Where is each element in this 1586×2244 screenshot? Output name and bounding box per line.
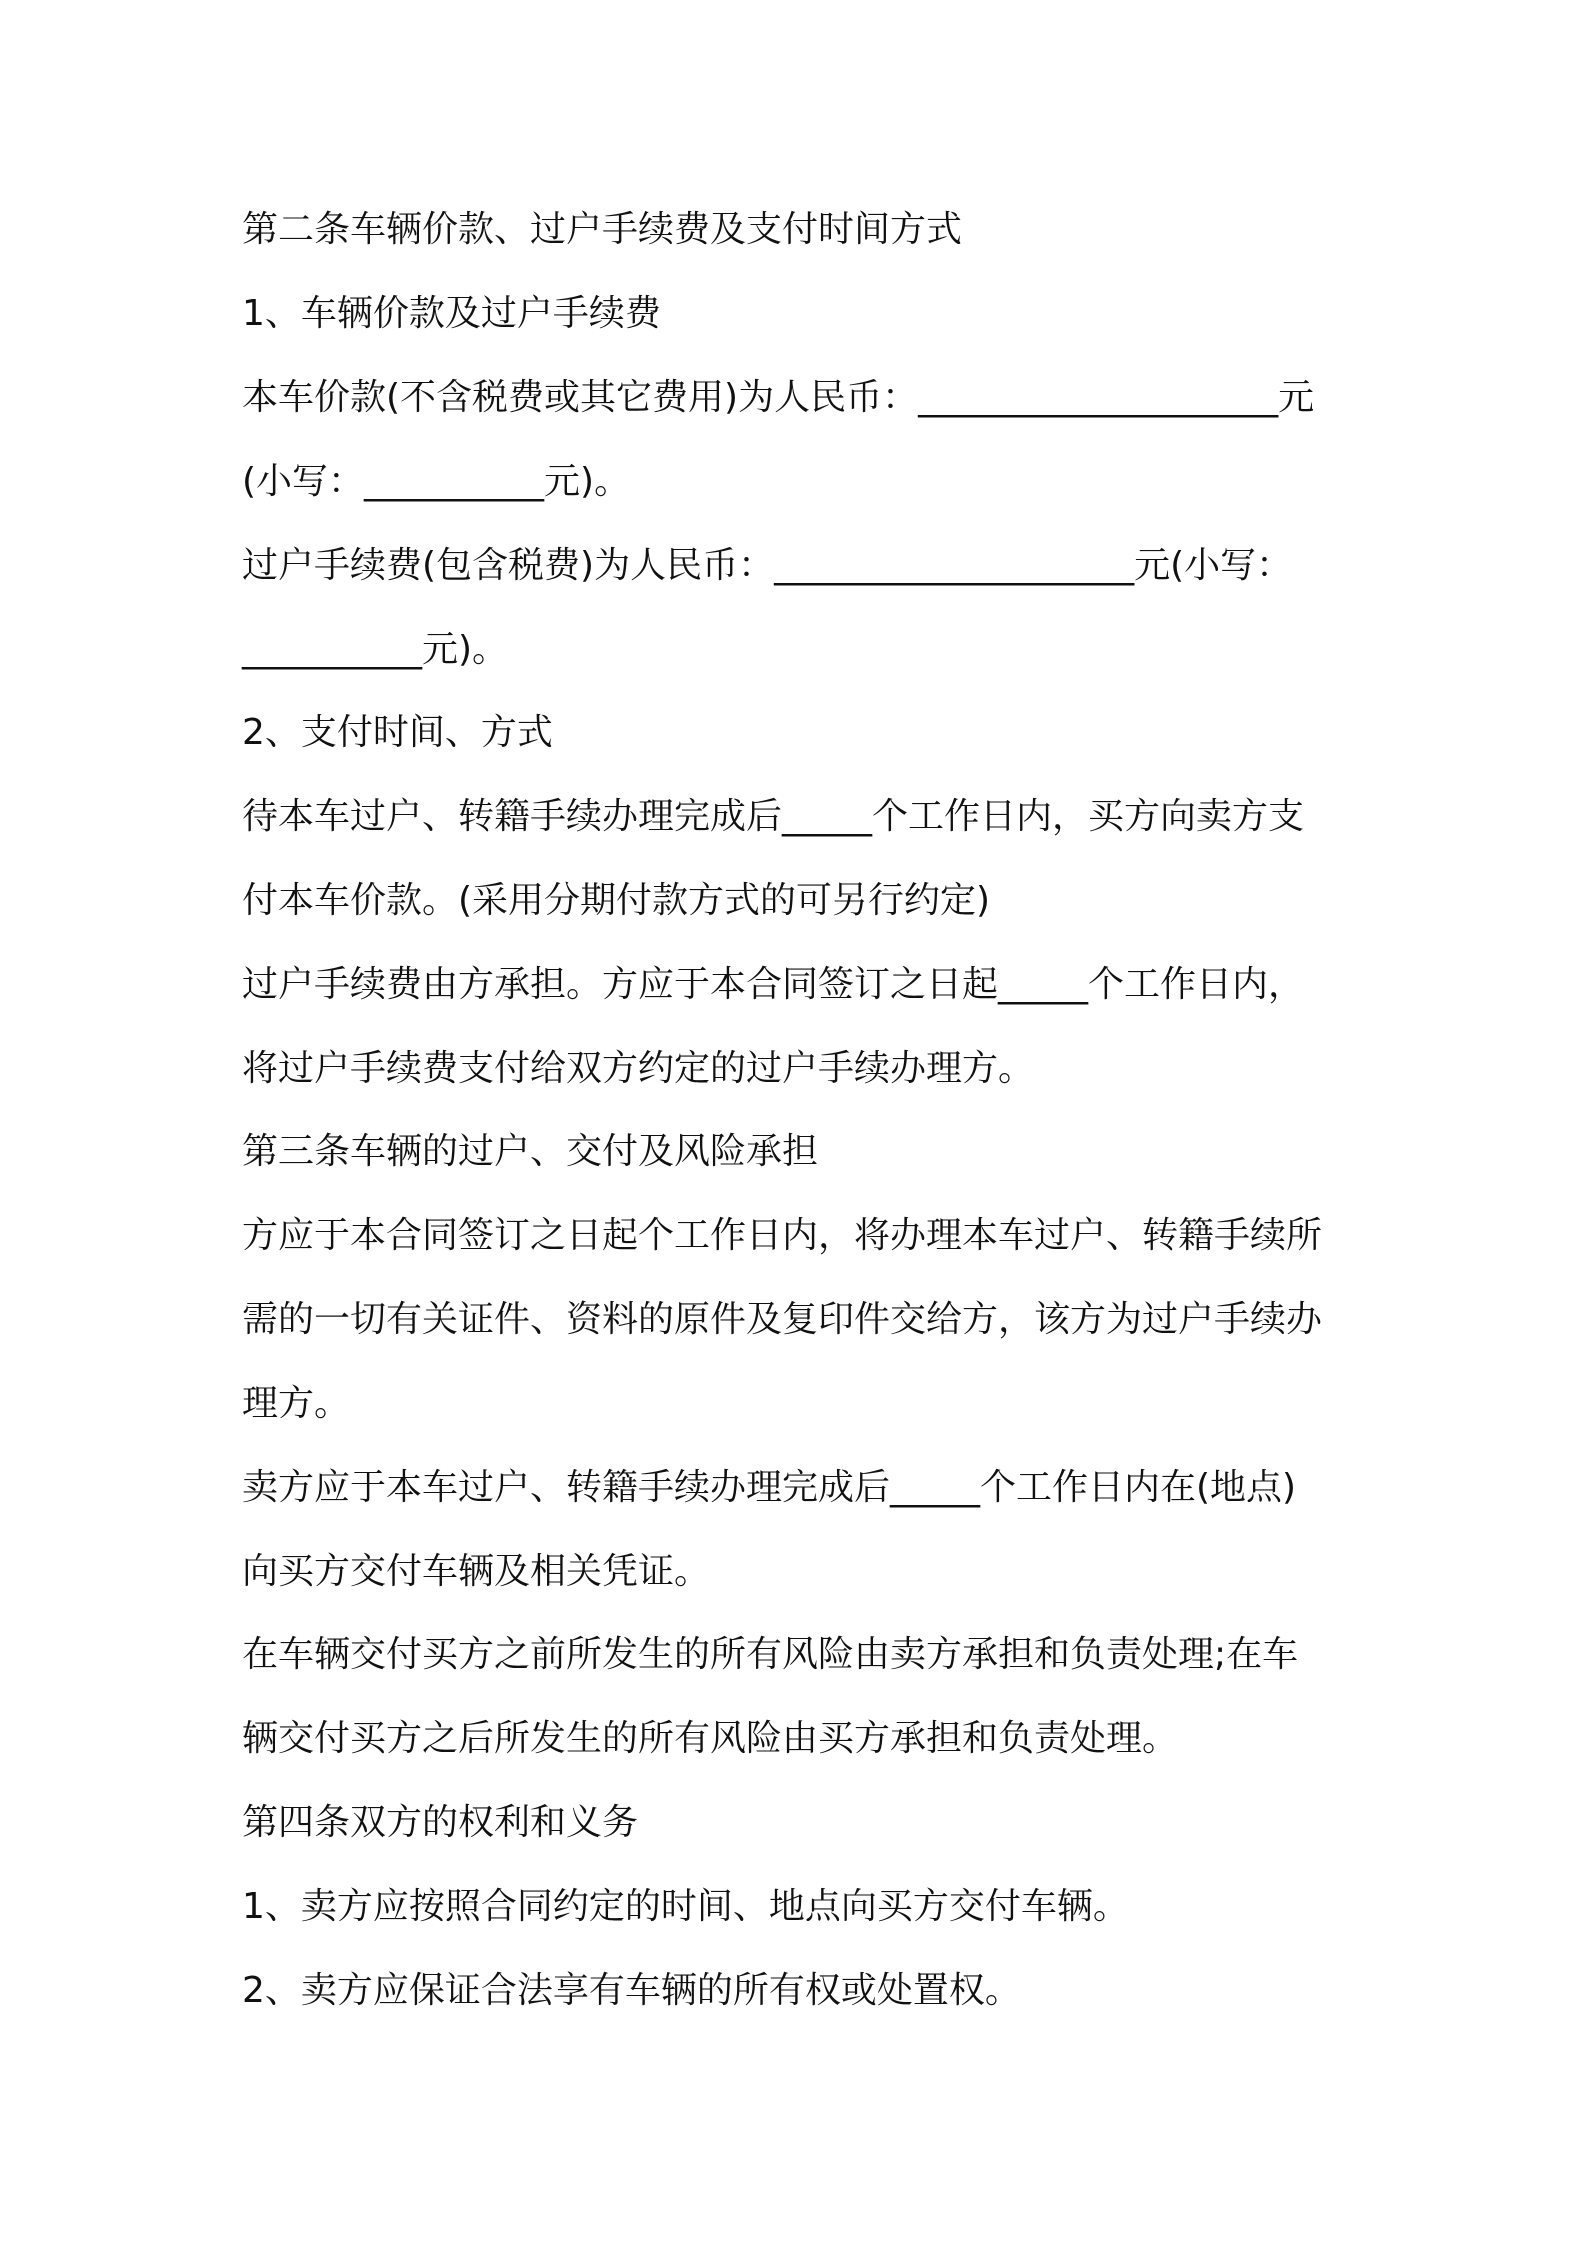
fee-clause-line-2: __________元)。 — [242, 629, 509, 670]
payment-clause-line-1: 待本车过户、转籍手续办理完成后_____个工作日内，买方向卖方支 — [242, 796, 1305, 837]
delivery-clause-line-2: 向买方交付车辆及相关凭证。 — [242, 1551, 711, 1592]
fee-clause-line-1: 过户手续费(包含税费)为人民币：____________________元(小写： — [242, 545, 1293, 586]
price-clause-line-2: (小写：__________元)。 — [242, 461, 631, 502]
payment-clause-line-2: 付本车价款。(采用分期付款方式的可另行约定) — [242, 880, 991, 921]
risk-clause-line-1: 在车辆交付买方之前所发生的所有风险由卖方承担和负责处理;在车 — [242, 1634, 1299, 1675]
obligation-item-2: 2、卖方应保证合法享有车辆的所有权或处置权。 — [242, 1970, 1021, 2011]
section-2-heading: 2、支付时间、方式 — [242, 712, 553, 753]
section-1-heading: 1、车辆价款及过户手续费 — [242, 293, 661, 334]
article-2-heading: 第二条车辆价款、过户手续费及支付时间方式 — [242, 209, 963, 250]
transfer-clause-line-1: 方应于本合同签订之日起个工作日内，将办理本车过户、转籍手续所 — [242, 1215, 1323, 1256]
obligation-item-1: 1、卖方应按照合同约定的时间、地点向买方交付车辆。 — [242, 1886, 1129, 1927]
transfer-clause-line-3: 理方。 — [242, 1383, 351, 1424]
delivery-clause-line-1: 卖方应于本车过户、转籍手续办理完成后_____个工作日内在(地点) — [242, 1467, 1297, 1508]
fee-bearer-line-2: 将过户手续费支付给双方约定的过户手续办理方。 — [242, 1048, 1035, 1089]
transfer-clause-line-2: 需的一切有关证件、资料的原件及复印件交给方，该方为过户手续办 — [242, 1299, 1323, 1340]
risk-clause-line-2: 辆交付买方之后所发生的所有风险由买方承担和负责处理。 — [242, 1718, 1179, 1759]
article-3-heading: 第三条车辆的过户、交付及风险承担 — [242, 1131, 819, 1172]
fee-bearer-line-1: 过户手续费由方承担。方应于本合同签订之日起_____个工作日内， — [242, 964, 1305, 1005]
price-clause-line-1: 本车价款(不含税费或其它费用)为人民币：____________________元 — [242, 377, 1315, 418]
article-4-heading: 第四条双方的权利和义务 — [242, 1802, 639, 1843]
